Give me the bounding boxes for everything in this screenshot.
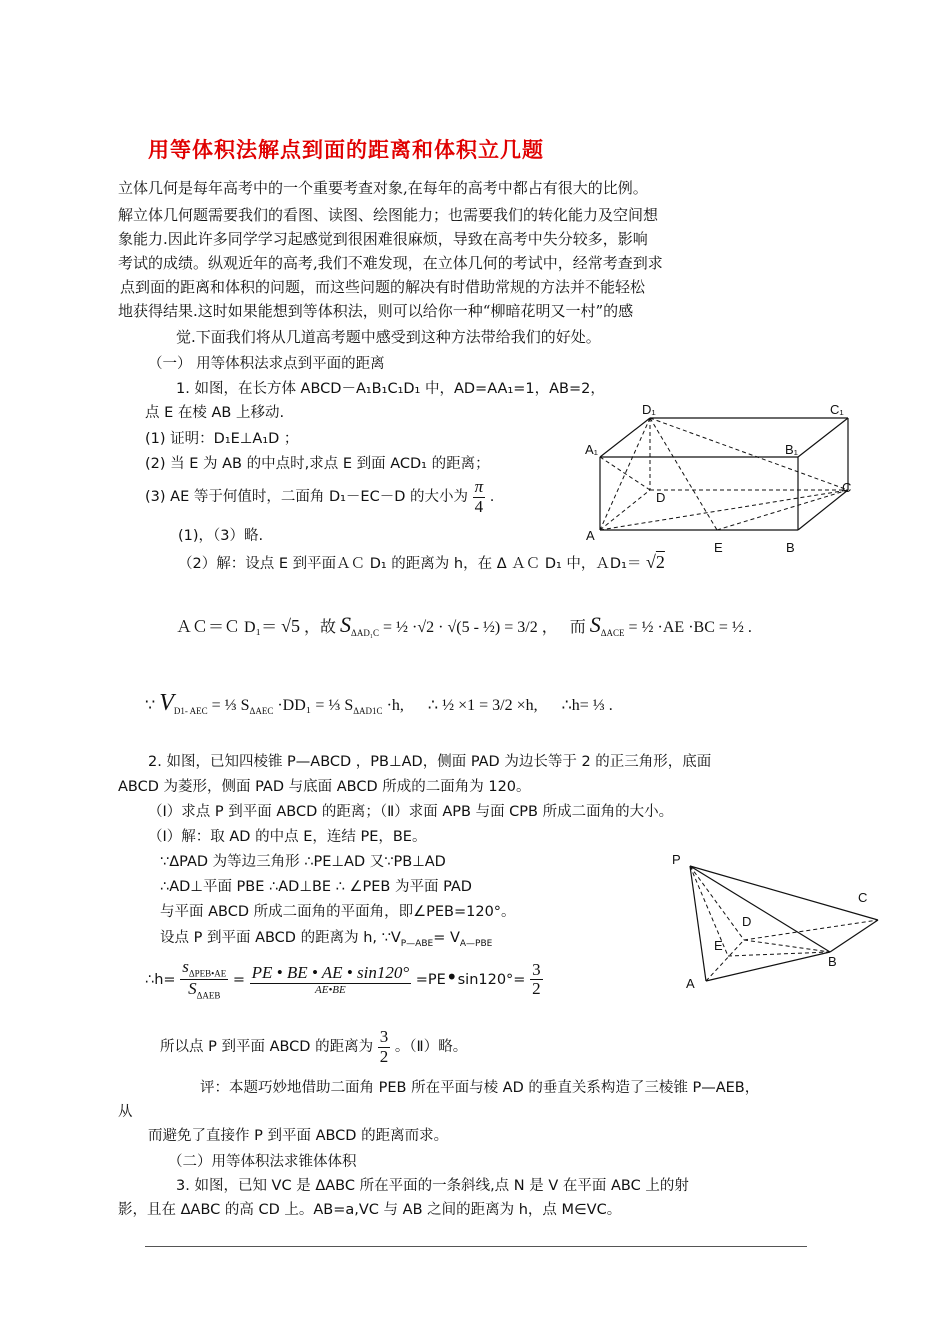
label-C: C bbox=[842, 480, 852, 495]
label-B1: B₁ bbox=[785, 442, 799, 457]
problem2-line-8: 设点 P 到平面 ABCD 的距离为 h, $\because V_{P—ABE}= V_{A—PBE}$ bbox=[160, 930, 493, 949]
problem1-intro2: 点 E 在棱 AB 上移动. bbox=[145, 405, 285, 421]
section-2-heading: （二）用等体积法求锥体体积 bbox=[168, 1154, 357, 1170]
fig2-label-E: E bbox=[714, 938, 723, 953]
problem2-conclusion: 所以点 P 到平面 ABCD 的距离为 $\frac{3}{2}$ 。（Ⅱ）略。 bbox=[160, 1027, 468, 1066]
h-fraction-2: $\frac{PE • BE • AE • \sin 120^\circ}{AE•BE}$ bbox=[251, 962, 410, 996]
intro-line-4: 考试的成绩。纵观近年的高考,我们不难发现，在立体几何的考试中，经常考查到求 bbox=[118, 254, 663, 272]
pyramid-figure bbox=[668, 848, 888, 998]
problem2-line-4: （Ⅰ）解：取 AD 的中点 E，连结 PE，BE。 bbox=[148, 829, 427, 845]
problem1-q3: (3) AE 等于何值时，二面角 D₁－EC－D 的大小为 $\frac{\pi}{4}$ . bbox=[145, 477, 495, 516]
intro-line-7: 觉.下面我们将从几道高考题中感受到这种方法带给我们的好处。 bbox=[176, 328, 601, 346]
h-value-fraction: $\frac{3}{2}$ bbox=[532, 959, 541, 999]
problem1-answer-1-3: (1)，（3）略. bbox=[178, 528, 264, 544]
problem2-line-3: （Ⅰ）求点 P 到平面 ABCD 的距离；（Ⅱ）求面 APB 与面 CPB 所成二面角的大小。 bbox=[148, 804, 674, 820]
fig2-label-P: P bbox=[672, 852, 681, 867]
h-formula: ∴h= $\frac{s_{\Delta PEB•AE}}{S_{\Delta AEB}}$ = $\frac{PE • BE • AE • \sin 120^\circ}{AE•BE}$ =PE•sin120°= $\frac{3}{2}$ bbox=[145, 957, 541, 1001]
label-B: B bbox=[786, 540, 795, 555]
fig2-label-C: C bbox=[858, 890, 868, 905]
problem2-line-5: ∵ΔPAD 为等边三角形 ∴PE⊥AD 又∵PB⊥AD bbox=[160, 854, 446, 870]
intro-line-1: 立体几何是每年高考中的一个重要考查对象,在每年的高考中都占有很大的比例。 bbox=[118, 179, 648, 197]
label-E: E bbox=[714, 540, 723, 555]
problem1-intro: 1. 如图，在长方体 ABCD－A₁B₁C₁D₁ 中，AD=AA₁=1，AB=2， bbox=[176, 381, 605, 397]
problem2-line-6: ∴AD⊥平面 PBE ∴AD⊥BE ∴ ∠PEB 为平面 PAD bbox=[160, 879, 472, 895]
label-D1: D₁ bbox=[642, 402, 656, 417]
problem1-q1: (1) 证明：D₁E⊥A₁D ； bbox=[145, 431, 299, 447]
cuboid-figure bbox=[580, 400, 860, 560]
comment-line-1b: 从 bbox=[118, 1104, 133, 1120]
equation-line-1: ＡＣ＝Ｃ D₁＝ √5 ，故 $S_{\Delta AD_1C}$ = ½ ·√2 · √(5 - ½) = 3/2 ， 而 $S_{\Delta ACE}$ = ½ ·AE ·BC = ½ . bbox=[176, 612, 752, 639]
label-A1: A₁ bbox=[585, 442, 599, 457]
comment-line-2: 而避免了直接作 P 到平面 ABCD 的距离而求。 bbox=[148, 1128, 449, 1144]
problem2-line-1: 2. 如图，已知四棱锥 P—ABCD ，PB⊥AD，侧面 PAD 为边长等于 2 的正三角形，底面 bbox=[148, 754, 712, 770]
intro-line-3: 象能力.因此许多同学学习起感觉到很困难很麻烦，导致在高考中失分较多，影响 bbox=[118, 230, 648, 248]
problem1-answer-2: （2）解：设点 E 到平面ＡＣ D₁ 的距离为 h，在 Δ ＡＣ D₁ 中，ＡD₁＝ √2 bbox=[178, 552, 665, 572]
intro-line-6: 地获得结果.这时如果能想到等体积法，则可以给你一种“柳暗花明又一村”的感 bbox=[118, 302, 634, 320]
fig2-label-B: B bbox=[828, 954, 837, 969]
intro-line-2: 解立体几何题需要我们的看图、读图、绘图能力；也需要我们的转化能力及空间想 bbox=[118, 206, 659, 224]
h-fraction-1: $\frac{s_{\Delta PEB•AE}}{S_{\Delta AEB}}$ bbox=[182, 957, 227, 1001]
bottom-divider bbox=[145, 1246, 807, 1247]
conclusion-fraction: $\frac{3}{2}$ bbox=[379, 1027, 389, 1066]
problem2-line-2: ABCD 为菱形，侧面 PAD 与底面 ABCD 所成的二面角为 120。 bbox=[118, 779, 531, 795]
fig2-label-A: A bbox=[686, 976, 695, 991]
page-title: 用等体积法解点到面的距离和体积立几题 bbox=[148, 137, 544, 162]
pi-over-4-fraction: $\frac{\pi}{4}$ bbox=[474, 477, 484, 516]
equation-line-2: ∵ $V_{D1- AEC}$ = ⅓ $S_{\Delta AEC} \cdot DD_1$ = ⅓ $S_{\Delta AD1C} \cdot h$, ∴ ½ ×1 = 3/2 ×h, ∴h= ⅓ . bbox=[145, 690, 613, 717]
label-C1: C₁ bbox=[830, 402, 844, 417]
problem3-line-2: 影，且在 ΔABC 的高 CD 上。AB=a,VC 与 AB 之间的距离为 h，点 M∈VC。 bbox=[118, 1202, 622, 1218]
section-1-heading: （一） 用等体积法求点到平面的距离 bbox=[148, 356, 385, 372]
label-A: A bbox=[586, 528, 595, 543]
problem1-q2: (2) 当 E 为 AB 的中点时,求点 E 到面 ACD₁ 的距离； bbox=[145, 456, 490, 472]
label-D: D bbox=[656, 490, 666, 505]
problem1-q3-text: (3) AE 等于何值时，二面角 D₁－EC－D 的大小为 bbox=[145, 489, 468, 506]
intro-line-5: 点到面的距离和体积的问题，而这些问题的解决有时借助常规的方法并不能轻松 bbox=[120, 278, 646, 296]
problem2-line-7: 与平面 ABCD 所成二面角的平面角，即∠PEB=120°。 bbox=[160, 904, 516, 920]
comment-line-1: 评：本题巧妙地借助二面角 PEB 所在平面与棱 AD 的垂直关系构造了三棱锥 P—AEB， bbox=[200, 1080, 760, 1096]
sqrt-2: √2 bbox=[646, 552, 665, 572]
problem3-line-1: 3. 如图，已知 VC 是 ΔABC 所在平面的一条斜线,点 N 是 V 在平面 ABC 上的射 bbox=[176, 1178, 689, 1194]
fig2-label-D: D bbox=[742, 914, 752, 929]
